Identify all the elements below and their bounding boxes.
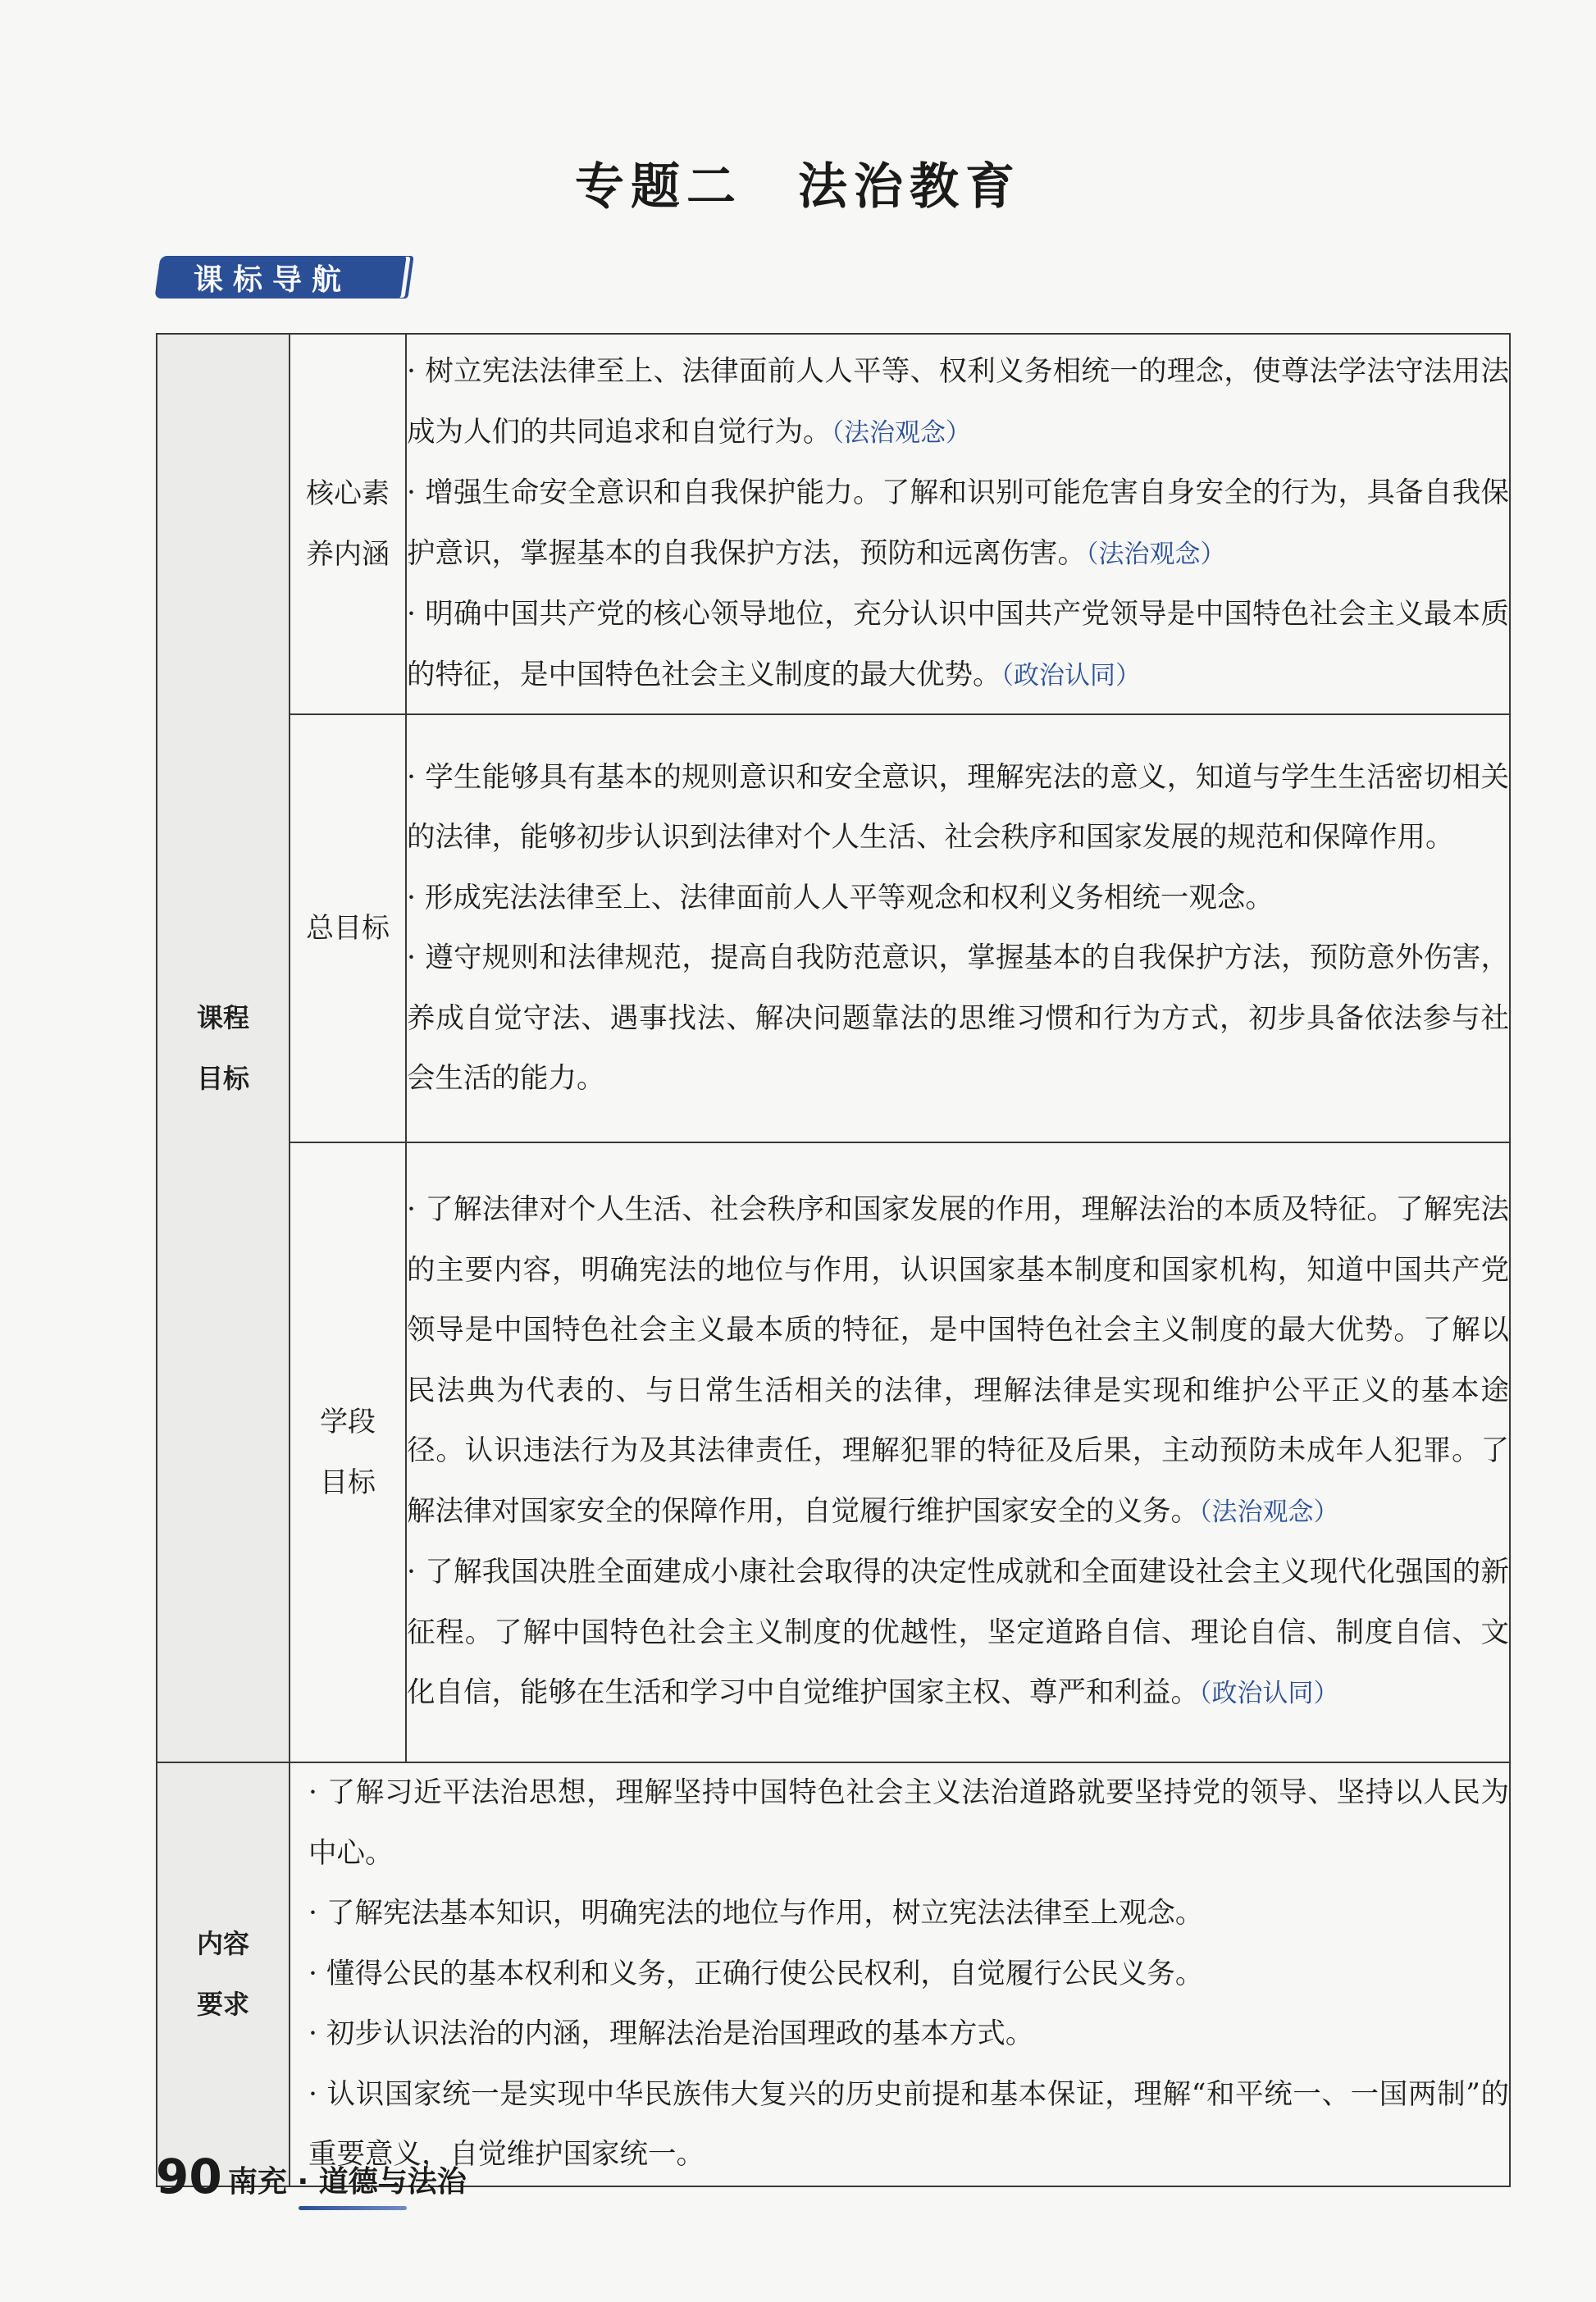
category-label: 课程	[196, 1002, 249, 1033]
category-cell-course-goals	[157, 334, 290, 1762]
subcategory-label: 总目标	[306, 912, 390, 945]
list-item: · 了解宪法基本知识，明确宪法的地位与作用，树立宪法法律至上观念。	[308, 1897, 1204, 1930]
table-row	[157, 714, 1510, 1142]
competency-tag: （法治观念）	[1199, 1497, 1339, 1527]
category-cell-content-requirements	[157, 1762, 290, 2186]
content-cell	[290, 1762, 1510, 2186]
subcategory-cell	[290, 714, 406, 1142]
section-tag-label: 课标导航	[193, 262, 351, 297]
competency-tag: （政治认同）	[1199, 1679, 1339, 1709]
subcategory-cell	[290, 1142, 406, 1762]
table-row	[157, 1762, 1510, 2186]
list-item: · 了解法律对个人生活、社会秩序和国家发展的作用，理解法治的本质及特征。了解宪法的主要内容，明确宪法的地位与作用，认识国家基本制度和国家机构，知道中国共产党领导是中国特色社会主义最本质的特征，是中国特色社会主义制度的最大优势。了解以民法典为代表的、与日常生活相关的法律，理解法律是实现和维护公平正义的基本途径。认识违法行为及其法律责任，理解犯罪的特征及后果，主动预防未成年人犯罪。了解法律对国家安全的保障作用，自觉履行维护国家安全的义务。（法治观念）	[407, 1193, 1509, 1528]
content-cell	[406, 714, 1510, 1142]
category-label: 要求	[196, 1989, 249, 2021]
list-item: · 学生能够具有基本的规则意识和安全意识，理解宪法的意义，知道与学生生活密切相关的法律，能够初步认识到法律对个人生活、社会秩序和国家发展的规范和保障作用。	[407, 760, 1509, 854]
competency-tag: （政治认同）	[1001, 660, 1141, 691]
page-number: 90	[156, 2149, 222, 2204]
table-row	[157, 1142, 1510, 1762]
content-cell	[406, 1142, 1510, 1762]
list-item: · 认识国家统一是实现中华民族伟大复兴的历史前提和基本保证，理解“和平统一、一国两制”的重要意义，自觉维护国家统一。	[308, 2077, 1509, 2171]
category-label: 目标	[196, 1063, 249, 1094]
list-item: · 明确中国共产党的核心领导地位，充分认识中国共产党领导是中国特色社会主义最本质的特征，是中国特色社会主义制度的最大优势。（政治认同）	[407, 598, 1509, 691]
footer-title: 南充 · 道德与法治	[228, 2165, 467, 2199]
section-tag	[157, 256, 404, 299]
list-item: · 了解习近平法治思想，理解坚持中国特色社会主义法治道路就要坚持党的领导、坚持以人民为中心。	[308, 1776, 1509, 1870]
list-item: · 初步认识法治的内涵，理解法治是治国理政的基本方式。	[308, 2017, 1034, 2050]
page-title: 专题二 法治教育	[575, 158, 1021, 216]
list-item: · 树立宪法法律至上、法律面前人人平等、权利义务相统一的理念，使尊法学法守法用法成为人们的共同追求和自觉行为。（法治观念）	[407, 355, 1509, 449]
subcategory-label: 核心素	[306, 477, 390, 510]
subcategory-label: 目标	[320, 1466, 376, 1499]
category-label: 内容	[196, 1928, 249, 1960]
list-item: · 了解我国决胜全面建成小康社会取得的决定性成就和全面建设社会主义现代化强国的新征程。了解中国特色社会主义制度的优越性，坚定道路自信、理论自信、制度自信、文化自信，能够在生活和学习中自觉维护国家主权、尊严和利益。（政治认同）	[407, 1556, 1509, 1710]
subcategory-cell	[290, 334, 406, 714]
list-item: · 增强生命安全意识和自我保护能力。了解和识别可能危害自身安全的行为，具备自我保护意识，掌握基本的自我保护方法，预防和远离伤害。（法治观念）	[407, 476, 1509, 570]
list-item: · 懂得公民的基本权利和义务，正确行使公民权利，自觉履行公民义务。	[308, 1957, 1204, 1990]
subcategory-label: 学段	[320, 1406, 376, 1438]
competency-tag: （法治观念）	[831, 417, 971, 448]
standards-table	[156, 333, 1511, 2187]
list-item: · 遵守规则和法律规范，提高自我防范意识，掌握基本的自我保护方法，预防意外伤害，养成自觉守法、遇事找法、解决问题靠法的思维习惯和行为方式，初步具备依法参与社会生活的能力。	[407, 941, 1509, 1095]
list-item: · 形成宪法法律至上、法律面前人人平等观念和权利义务相统一观念。	[407, 881, 1274, 914]
competency-tag: （法治观念）	[1086, 539, 1226, 569]
table-row	[157, 334, 1510, 714]
footer-underline	[299, 2206, 407, 2210]
subcategory-label: 养内涵	[306, 538, 390, 571]
content-cell	[406, 334, 1510, 714]
